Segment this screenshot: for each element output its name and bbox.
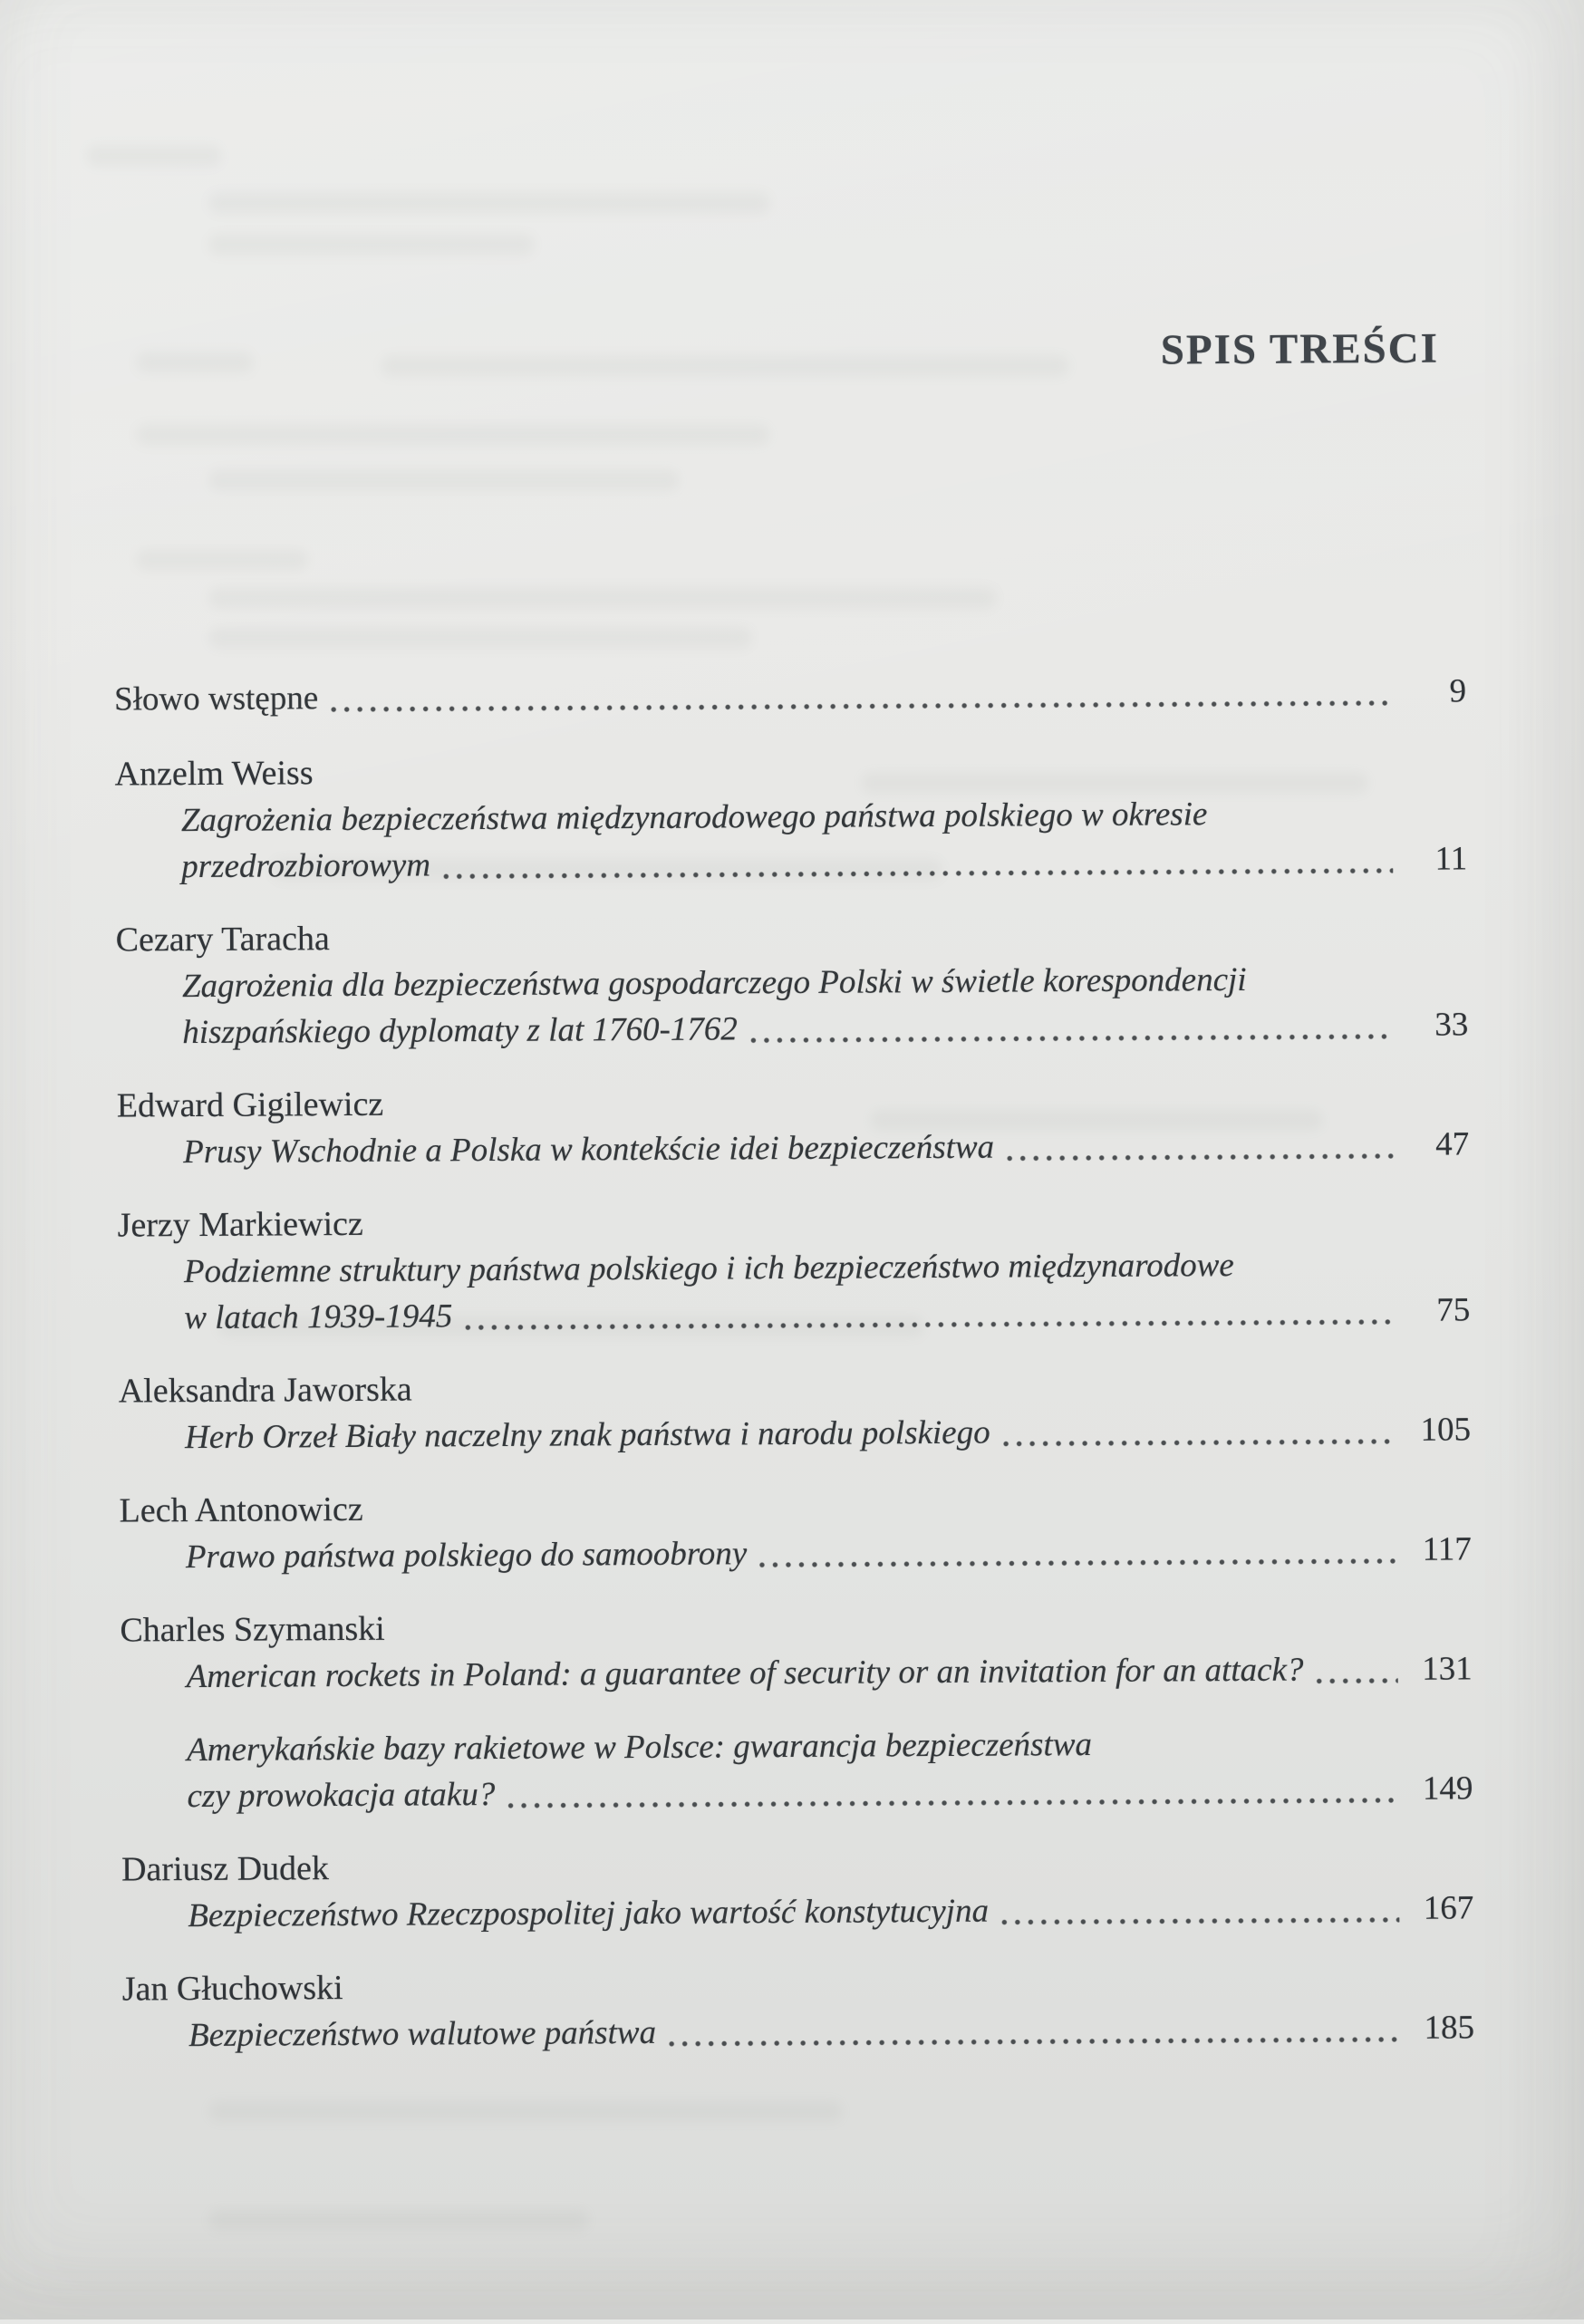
dot-leader bbox=[1312, 1675, 1397, 1687]
page-number: 185 bbox=[1424, 2009, 1475, 2047]
toc-entry bbox=[117, 1193, 1470, 1341]
toc-author: Jerzy Markiewicz bbox=[117, 1204, 363, 1245]
page-number: 11 bbox=[1434, 840, 1468, 878]
toc-title-line bbox=[121, 1765, 1473, 1819]
toc-entry-preface bbox=[114, 668, 1466, 722]
toc-author: Edward Gigilewicz bbox=[116, 1085, 384, 1125]
toc-title-line bbox=[116, 1001, 1468, 1056]
page-title: SPIS TREŚCI bbox=[1160, 324, 1440, 374]
dot-leader bbox=[461, 1316, 1396, 1333]
toc-author: Anzelm Weiss bbox=[114, 754, 314, 794]
toc-title-text: Prawo państwa polskiego do samoobrony bbox=[185, 1535, 748, 1577]
dot-leader bbox=[504, 1795, 1398, 1811]
toc-title-line bbox=[118, 1287, 1470, 1341]
toc-title-line bbox=[117, 1121, 1469, 1175]
toc-entry bbox=[114, 742, 1467, 890]
toc-entry bbox=[120, 1598, 1473, 1819]
toc-title-text: Amerykańskie bazy rakietowe w Polsce: gwarancja bezpieczeństwa bbox=[187, 1725, 1093, 1770]
toc-title-line bbox=[122, 2004, 1474, 2059]
toc-entry bbox=[119, 1479, 1472, 1580]
toc-title-text: Herb Orzeł Biały naczelny znak państwa i narodu polskiego bbox=[184, 1413, 990, 1457]
toc-title-text: hiszpańskiego dyplomaty z lat 1760-1762 bbox=[182, 1010, 738, 1052]
dot-leader bbox=[1000, 1436, 1396, 1450]
toc-title-line bbox=[120, 1526, 1472, 1580]
toc-entry bbox=[119, 1359, 1472, 1461]
page-number: 117 bbox=[1422, 1530, 1472, 1568]
toc-title-text: Bezpieczeństwo walutowe państwa bbox=[188, 2013, 657, 2055]
toc-title-line bbox=[119, 1406, 1471, 1461]
toc-title-line bbox=[118, 1240, 1470, 1295]
page-number: 9 bbox=[1449, 672, 1467, 710]
table-of-contents bbox=[114, 668, 1474, 2085]
page-number: 75 bbox=[1436, 1291, 1471, 1329]
toc-author: Lech Antonowicz bbox=[119, 1490, 363, 1530]
dot-leader bbox=[665, 2034, 1400, 2049]
page-number: 131 bbox=[1422, 1650, 1473, 1688]
toc-title-text: Zagrożenia bezpieczeństwa międzynarodowego państwa polskiego w okresie bbox=[180, 796, 1208, 840]
toc-author: Jan Głuchowski bbox=[121, 1969, 343, 2009]
toc-title-line bbox=[121, 1719, 1473, 1773]
page-number: 105 bbox=[1420, 1411, 1472, 1449]
toc-title-line bbox=[115, 835, 1467, 890]
toc-title-text: Zagrożenia dla bezpieczeństwa gospodarczego Polski w świetle korespondencji bbox=[181, 960, 1247, 1006]
toc-title-text: Bezpieczeństwo Rzeczpospolitej jako wartość konstytucyjna bbox=[188, 1892, 990, 1935]
page-number: 149 bbox=[1422, 1770, 1473, 1808]
toc-title-text: w latach 1939-1945 bbox=[184, 1297, 453, 1337]
toc-entry bbox=[121, 1837, 1474, 1939]
toc-entry bbox=[122, 1957, 1475, 2059]
dot-leader bbox=[1003, 1151, 1395, 1164]
toc-title-line bbox=[121, 1885, 1473, 1939]
page-number: 167 bbox=[1423, 1889, 1474, 1927]
dot-leader bbox=[998, 1914, 1399, 1928]
toc-entry bbox=[117, 1074, 1470, 1175]
toc-author: Cezary Taracha bbox=[115, 920, 330, 959]
toc-entry bbox=[116, 908, 1469, 1056]
toc-title-line bbox=[115, 789, 1467, 844]
toc-title-text: Prusy Wschodnie a Polska w kontekście idei bezpieczeństwa bbox=[183, 1128, 995, 1172]
toc-title-text: czy prowokacja ataku? bbox=[187, 1776, 496, 1816]
toc-title-text: American rockets in Poland: a guarantee of security or an invitation for an attack? bbox=[186, 1651, 1304, 1696]
toc-author: Charles Szymanski bbox=[120, 1609, 385, 1650]
dot-leader bbox=[439, 865, 1393, 882]
page-number: 47 bbox=[1435, 1125, 1470, 1163]
toc-title-text: przedrozbiorowym bbox=[181, 846, 431, 886]
toc-title-line bbox=[121, 1645, 1473, 1700]
dot-leader bbox=[327, 698, 1392, 715]
toc-preface-label: Słowo wstępne bbox=[113, 680, 319, 718]
toc-title-line bbox=[116, 955, 1468, 1009]
dot-leader bbox=[747, 1031, 1395, 1046]
toc-author: Dariusz Dudek bbox=[121, 1849, 330, 1889]
toc-author: Aleksandra Jaworska bbox=[118, 1370, 412, 1411]
toc-title-text: Podziemne struktury państwa polskiego i ich bezpieczeństwo międzynarodowe bbox=[183, 1247, 1234, 1291]
dot-leader bbox=[756, 1556, 1397, 1570]
page-number: 33 bbox=[1434, 1006, 1469, 1044]
